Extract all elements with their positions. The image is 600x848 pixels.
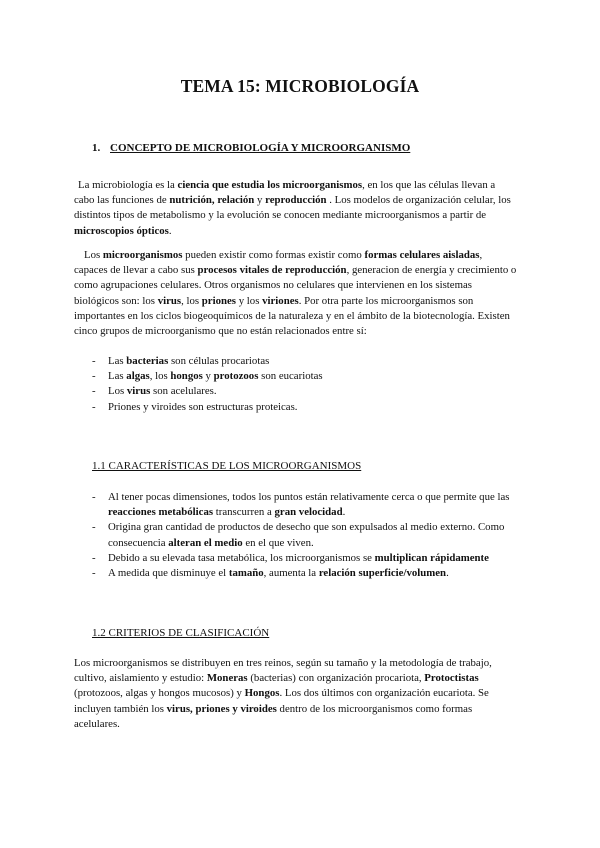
text-run: son eucariotas bbox=[258, 370, 323, 383]
intro-paragraph bbox=[74, 178, 532, 239]
text-run: . bbox=[446, 567, 449, 580]
text-run: , los bbox=[149, 370, 171, 383]
bold-text: reacciones metabólicas bbox=[108, 506, 214, 519]
text-run: Origina gran cantidad de productos de desecho que son expulsados al medio externo. Como bbox=[108, 521, 505, 534]
text-run: capaces de llevar a cabo sus bbox=[74, 264, 198, 277]
text-run: . Por otra parte los microorganismos son bbox=[298, 294, 474, 307]
text-run: son células procariotas bbox=[168, 355, 270, 367]
bold-text: nutrición, relación bbox=[169, 194, 255, 207]
bold-text: Hongos bbox=[244, 687, 280, 700]
bold-text: alteran el medio bbox=[168, 536, 243, 549]
text-run: transcurren a bbox=[213, 506, 275, 519]
text-run: incluyen también los bbox=[74, 702, 167, 715]
text-run: . bbox=[342, 506, 346, 519]
text-run: , bbox=[479, 249, 483, 261]
text-run: La microbiología es la bbox=[78, 179, 178, 191]
text-run: , los bbox=[181, 294, 202, 307]
text-run: biológicos son: los bbox=[74, 294, 158, 307]
text-line bbox=[74, 324, 532, 339]
list-dash: - bbox=[92, 370, 96, 383]
document-title: TEMA 15: MICROBIOLOGÍA bbox=[180, 76, 420, 96]
list-item bbox=[74, 551, 534, 566]
text-run: , generacion de energía y crecimiento o bbox=[346, 264, 517, 277]
classification-paragraph bbox=[74, 656, 532, 732]
text-run: y los bbox=[236, 294, 263, 307]
bold-text: algas bbox=[126, 370, 150, 383]
subsection-heading: 1.2 CRITERIOS DE CLASIFICACIÓN bbox=[92, 627, 270, 639]
text-line bbox=[74, 178, 532, 193]
list-item bbox=[74, 354, 534, 369]
text-run: Los bbox=[84, 249, 103, 261]
bold-text: Moneras bbox=[206, 672, 248, 685]
text-run: , en los que las células llevan a bbox=[362, 179, 496, 191]
list-item bbox=[74, 520, 534, 550]
bold-text: virus bbox=[157, 294, 182, 307]
text-run: (protozoos, algas y hongos mucosos) y bbox=[74, 687, 245, 700]
text-run: . bbox=[168, 224, 172, 237]
text-run: . Los dos últimos con organización eucariota. Se bbox=[279, 687, 489, 700]
text-run: cultivo, aislamiento y estudio: bbox=[74, 672, 207, 685]
list-item bbox=[74, 369, 534, 384]
section-number: 1. bbox=[92, 142, 101, 154]
text-line bbox=[74, 208, 532, 223]
bold-text: gran velocidad bbox=[274, 506, 343, 519]
text-run: acelulares. bbox=[74, 717, 120, 730]
list-dash: - bbox=[92, 521, 96, 534]
text-line bbox=[74, 224, 532, 239]
bold-text: priones bbox=[201, 294, 236, 307]
text-run: , aumenta la bbox=[263, 567, 319, 580]
text-run: Priones y viroides son estructuras proteicas. bbox=[108, 400, 298, 413]
text-line bbox=[74, 686, 532, 701]
text-run: y bbox=[254, 194, 266, 207]
list-dash: - bbox=[92, 400, 96, 413]
text-run: cinco grupos de microorganismo que no están relacionados entre sí: bbox=[74, 325, 367, 338]
text-run: son acelulares. bbox=[150, 385, 217, 398]
bold-text: formas celulares aisladas bbox=[364, 249, 480, 261]
text-line bbox=[74, 248, 532, 263]
text-run: Debido a su elevada tasa metabólica, los microorganismos se bbox=[108, 551, 375, 564]
microorganisms-paragraph bbox=[74, 248, 532, 339]
text-run: A medida que disminuye el bbox=[108, 567, 229, 580]
text-run: dentro de los microorganismos como formas bbox=[276, 702, 473, 715]
text-run: . Los modelos de organización celular, los bbox=[326, 194, 511, 207]
text-run: distintos tipos de metabolismo y la evolución se conocen mediante microorganismos a partir de bbox=[74, 209, 487, 222]
text-run: (bacterias) con organización procariota, bbox=[247, 672, 425, 685]
text-run: y bbox=[202, 370, 214, 383]
subsection-heading: 1.1 CARACTERÍSTICAS DE LOS MICROORGANISMOS bbox=[92, 460, 362, 472]
text-line bbox=[74, 263, 532, 278]
list-dash: - bbox=[92, 355, 96, 367]
text-run: Los microorganismos se distribuyen en tres reinos, según su tamaño y la metodología de trabajo, bbox=[74, 657, 492, 669]
text-line bbox=[74, 278, 532, 293]
list-dash: - bbox=[92, 491, 96, 503]
list-dash: - bbox=[92, 551, 96, 564]
list-item bbox=[74, 566, 534, 581]
characteristics-list bbox=[74, 490, 534, 581]
text-line bbox=[74, 294, 532, 309]
bold-text: multiplican rápidamente bbox=[374, 551, 489, 564]
text-run: pueden existir como formas existir como bbox=[182, 249, 365, 261]
text-run: cabo las funciones de bbox=[74, 194, 170, 207]
text-run: Las bbox=[108, 355, 127, 367]
text-line bbox=[74, 193, 532, 208]
list-dash: - bbox=[92, 567, 96, 580]
bold-text: procesos vitales de reproducción bbox=[197, 264, 347, 277]
bold-text: virus bbox=[126, 385, 151, 398]
bold-text: virus, priones y viroides bbox=[166, 702, 277, 715]
list-item bbox=[74, 384, 534, 399]
text-line bbox=[74, 671, 532, 686]
bold-text: microscopios ópticos bbox=[74, 224, 169, 237]
section-heading-text: CONCEPTO DE MICROBIOLOGÍA Y MICROORGANISMO bbox=[110, 142, 411, 154]
bold-text: viriones bbox=[262, 294, 299, 307]
text-run: Al tener pocas dimensiones, todos los puntos están relativamente cerca o que permite que las bbox=[108, 491, 510, 503]
bold-text: reproducción bbox=[265, 194, 327, 207]
bold-text: protozoos bbox=[213, 370, 259, 383]
bold-text: hongos bbox=[170, 370, 203, 383]
text-run: Las bbox=[108, 370, 127, 383]
text-run: consecuencia bbox=[108, 536, 169, 549]
text-run: en el que viven. bbox=[242, 536, 314, 549]
bold-text: tamaño bbox=[228, 567, 264, 580]
text-line bbox=[74, 309, 532, 324]
bold-text: microorganismos bbox=[102, 249, 183, 261]
bold-text: ciencia que estudia los microorganismos bbox=[177, 179, 363, 191]
list-item bbox=[74, 400, 534, 415]
microorganism-groups-list bbox=[74, 354, 534, 415]
bold-text: relación superficie/volumen bbox=[318, 567, 447, 580]
section-heading bbox=[92, 142, 410, 154]
text-line bbox=[74, 656, 532, 671]
bold-text: Protoctistas bbox=[424, 672, 479, 685]
list-dash: - bbox=[92, 385, 96, 398]
text-run: Los bbox=[108, 385, 127, 398]
list-item bbox=[74, 490, 534, 520]
text-line bbox=[74, 702, 532, 717]
bold-text: bacterias bbox=[126, 355, 169, 367]
text-line bbox=[74, 717, 532, 732]
text-run: como agrupaciones celulares. Otros organismos no celulares que intervienen en los sistemas bbox=[74, 279, 472, 292]
text-run: importantes en los ciclos biogeoquímicos de la naturaleza y en el ámbito de la biotecnología. Existen bbox=[74, 309, 510, 322]
